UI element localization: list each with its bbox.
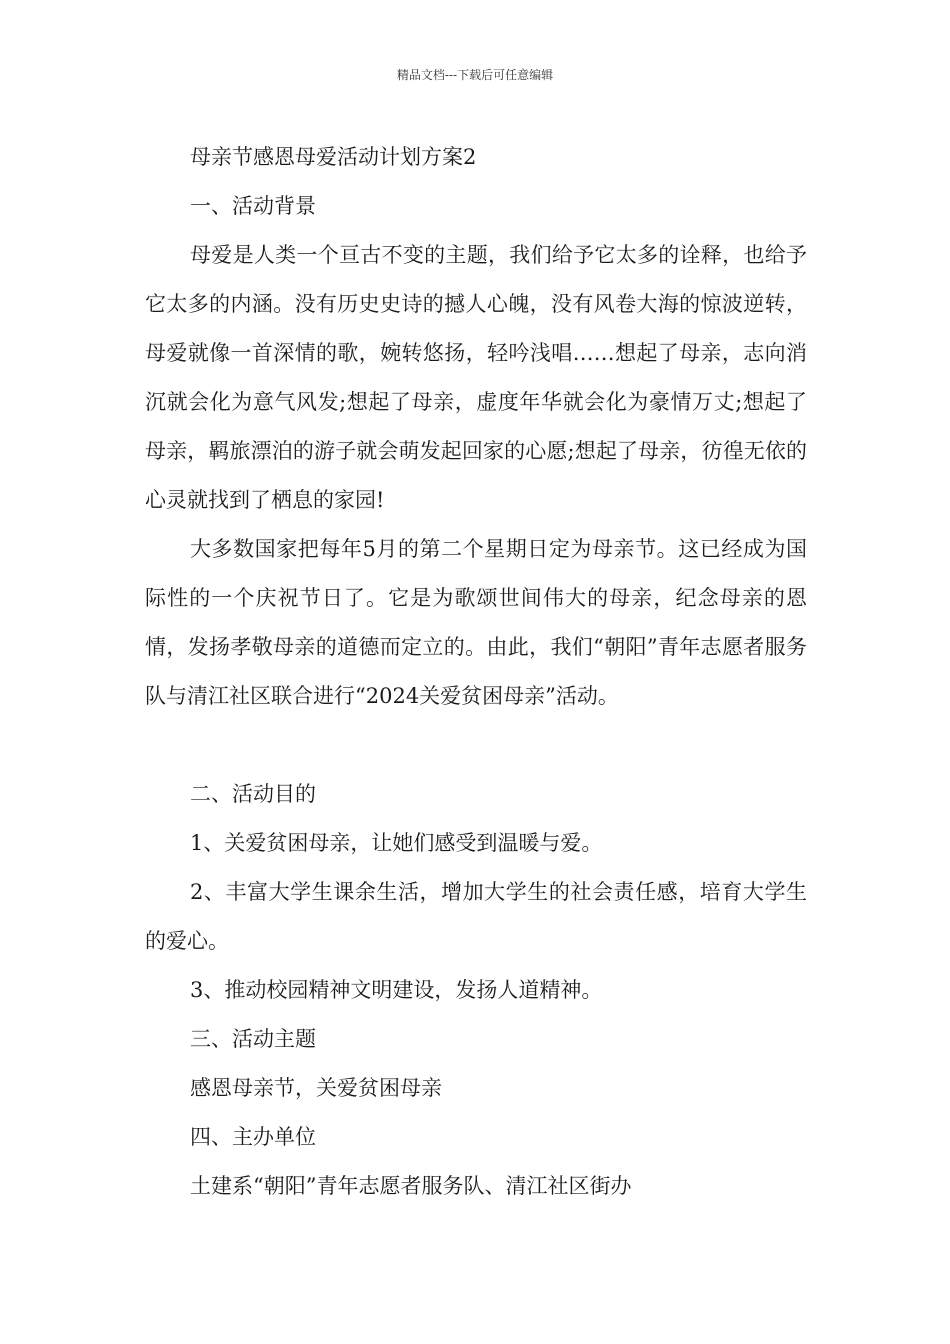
section-heading-background: 一、活动背景 xyxy=(190,194,316,218)
paragraph-spacer xyxy=(145,721,807,770)
document-title: 母亲节感恩母爱活动计划方案2 xyxy=(190,145,477,169)
organizer-text: 土建系“朝阳”青年志愿者服务队、清江社区街办 xyxy=(190,1174,632,1198)
page-header: 精品文档---下载后可任意编辑 xyxy=(396,68,554,82)
document-body xyxy=(145,133,807,1211)
background-paragraph-2: 大多数国家把每年5月的第二个星期日定为母亲节。这已经成为国际性的一个庆祝节日了。它是为歌颂世间伟大的母亲，纪念母亲的恩情，发扬孝敬母亲的道德而定立的。由此，我们“朝阳”青年志愿者服务队与清江社区联合进行“2024关爱贫困母亲”活动。 xyxy=(145,537,807,708)
section-heading-organizer: 四、主办单位 xyxy=(190,1125,316,1149)
purpose-item-3: 3、推动校园精神文明建设，发扬人道精神。 xyxy=(190,978,603,1002)
section-heading-theme: 三、活动主题 xyxy=(190,1027,316,1051)
background-paragraph-1: 母爱是人类一个亘古不变的主题，我们给予它太多的诠释，也给予它太多的内涵。没有历史史诗的撼人心魄，没有风卷大海的惊波逆转，母爱就像一首深情的歌，婉转悠扬，轻吟浅唱……想起了母亲，志向消沉就会化为意气风发;想起了母亲，虚度年华就会化为豪情万丈;想起了母亲，羁旅漂泊的游子就会萌发起回家的心愿;想起了母亲，彷徨无依的心灵就找到了栖息的家园! xyxy=(145,243,807,512)
purpose-item-2: 2、丰富大学生课余生活，增加大学生的社会责任感，培育大学生的爱心。 xyxy=(145,880,807,953)
theme-text: 感恩母亲节，关爱贫困母亲 xyxy=(190,1076,442,1100)
section-heading-purpose: 二、活动目的 xyxy=(190,782,316,806)
purpose-item-1: 1、关爱贫困母亲，让她们感受到温暖与爱。 xyxy=(190,831,603,855)
